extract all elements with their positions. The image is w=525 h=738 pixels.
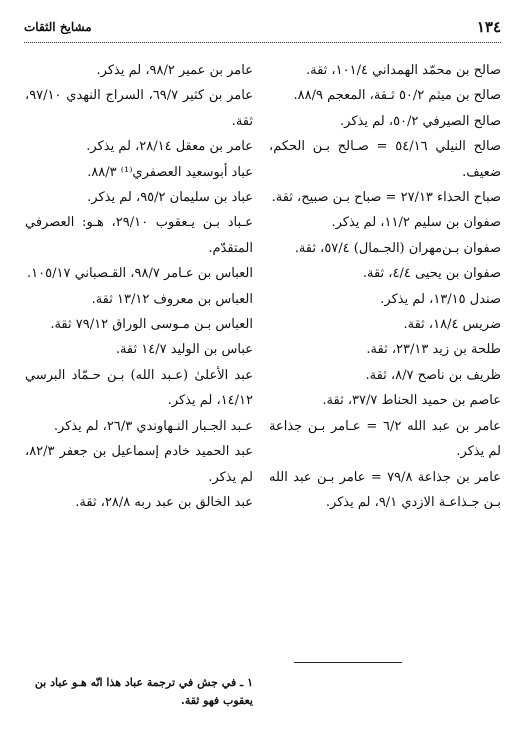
- entry: طلحة بن زيد ٢٣/١٣، ثقة.: [366, 342, 501, 358]
- entry: عامر بن عمير ٩٨/٢، لم يذكر.: [96, 63, 253, 78]
- entry: العباس بن عـامر ٩٨/٧، القـصباني ١٠٥/١٧.: [27, 266, 253, 282]
- entry: عباد بن سليمان ٩٥/٢، لم يذكر.: [87, 190, 253, 206]
- entry: عبد الحميد خادم إسماعيل بن جعفر ٨٢/٣، لم يذكر.: [25, 444, 253, 485]
- entry: عـبد الجـبار النـهاوندي ٢٦/٣، لم يذكر.: [53, 418, 253, 434]
- right-column: [269, 58, 501, 515]
- entry: عاصم بن حميد الحناط ٣٧/٧، ثقة.: [322, 393, 501, 409]
- left-column: [25, 58, 253, 515]
- running-title: مشايخ الثقات: [24, 20, 92, 34]
- entry: صالح بن ميثم ٥٠/٢ ثـقة، المعجم ٨٨/٩.: [293, 88, 501, 104]
- entry: عباس بن الوليد ١٤/٧ ثقة.: [115, 342, 253, 358]
- entry: عامر بن عبد الله ٦/٢ = عـامر بـن جذاعة لم يذكر.: [269, 418, 501, 460]
- footnote-divider: [294, 662, 402, 663]
- entry: عامر بن كثير ٦٩/٧، السراج النهدي ٩٧/١٠، ثقة.: [25, 88, 253, 129]
- entry: صالح الصيرفي ٥٠/٢، لم يذكر.: [340, 113, 501, 129]
- page-header: [24, 18, 501, 43]
- entry: العباس بـن مـوسى الوراق ٧٩/١٢ ثقة.: [50, 317, 253, 333]
- entry: صندل ١٣/١٥، لم يذكر.: [380, 291, 501, 307]
- entry: عبد الخالق بن عبد ربه ٢٨/٨، ثقة.: [75, 494, 253, 510]
- entry: عامر بن معقل ٢٨/١٤، لم يذكر.: [86, 139, 253, 155]
- entry: صفوان بن يحيى ٤/٤، ثقة.: [362, 266, 501, 282]
- entry: ضريس ١٨/٤، ثقة.: [403, 317, 501, 333]
- entry: ظريف بن ناصح ٨/٧، ثقة.: [365, 367, 501, 383]
- entry: صفوان بـن‌مهران (الجـمال) ٥٧/٤، ثقة.: [294, 240, 501, 256]
- entry: صالح بن محمّد الهمداني ١٠١/٤، ثقة.: [306, 63, 501, 78]
- entry: صباح الحذاء ٢٧/١٣ = صباح بـن صبيح، ثقة.: [271, 190, 501, 206]
- entry: العباس بن معروف ١٣/١٢ ثقة.: [91, 291, 253, 307]
- entry: عـباد بـن يـعقوب ٢٩/١٠، هـو: العصرفي المتقدّم.: [25, 215, 254, 256]
- entry: عبد الأعلىٰ (عـبد الله) بـن حـمّاد البرسي ١٤/١٢، لم يذكر.: [25, 367, 253, 409]
- entry: عباد أبوسعيد العصفري⁽¹⁾ ٨٨/٣.: [87, 164, 253, 180]
- entry: عامر بن جذاعة ٧٩/٨ = عامر بـن عبد الله بـن جـذاعـة الازدي ٩/١، لم يذكر.: [269, 469, 501, 510]
- entry: صفوان بن سليم ١١/٢، لم يذكر.: [331, 215, 501, 231]
- entry: صالح النيلي ٥٤/١٦ = صـالح بـن الحكم، ضعيف.: [269, 139, 501, 180]
- footnote: ١ ـ في جش في ترجمة عباد هذا انّه هـو عباد بن يعقوب فهو ثقة.: [34, 676, 253, 707]
- page-number: ١٣٤: [476, 18, 501, 36]
